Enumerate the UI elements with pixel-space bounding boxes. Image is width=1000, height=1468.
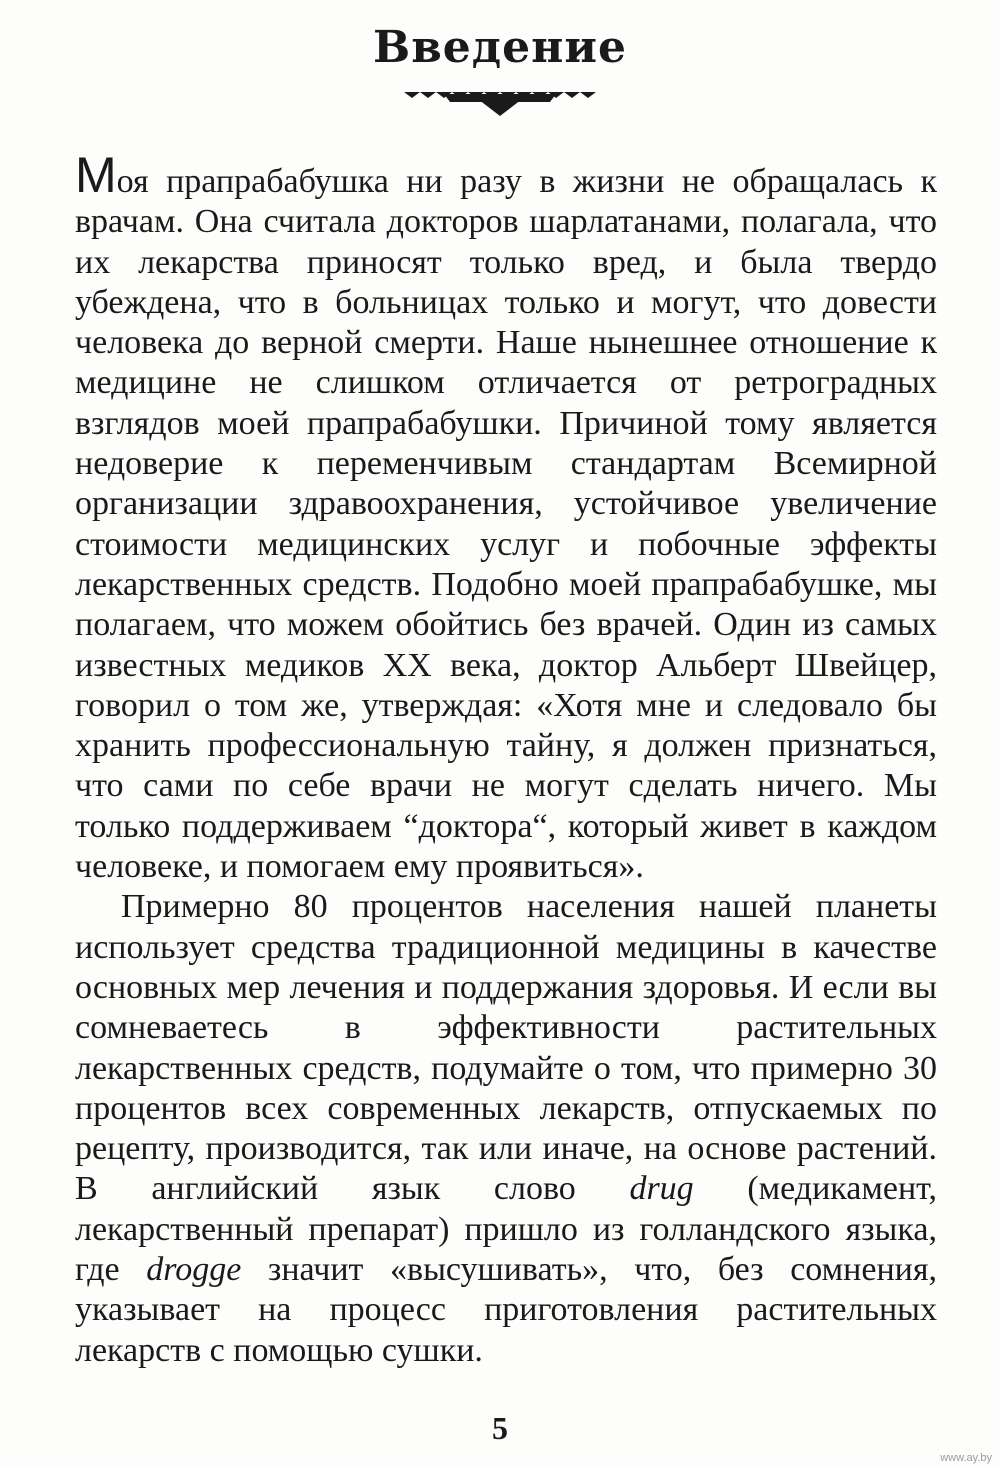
chapter-body xyxy=(75,147,937,1371)
term-drug: drug xyxy=(629,1170,694,1208)
term-drogge: drogge xyxy=(146,1251,242,1289)
paragraph-herbal-text-1: Примерно 80 процентов населения нашей планеты использует средства традиционной медицины в качестве основных мер лечения и поддержания здоровья. И если вы сомневаетесь в эффективности растительных лекарственных средств, подумайте о том, что примерно 30 процентов всех современных лекарств, отпускаемых по рецепту, производится, так или иначе, на основе растений. В английский язык слово xyxy=(75,888,937,1208)
paragraph-herbal xyxy=(75,887,937,1371)
title-ornament-icon xyxy=(404,88,596,118)
paragraph-herbal-text-3: значит «высушивать», что, без сомнения, указывает на процесс приготовления растительных лекарств с помощью сушки. xyxy=(75,1251,937,1369)
drop-cap: М xyxy=(75,147,117,203)
paragraph-herbal-text-2: (медикамент, лекарственный препарат) пришло из голландского языка, где xyxy=(75,1170,937,1289)
paragraph-intro-text: оя прапрабабушка ни разу в жизни не обращалась к врачам. Она считала докторов шарлатанами, полагала, что их лекарства приносят только вред, и была твердо убеждена, что в больницах только и могут, что довести человека до верной смерти. Наше нынешнее отношение к медицине не слишком отличается от ретроградных взглядов моей прапрабабушки. Причиной тому является недоверие к переменчивым стандартам Всемирной организации здравоохранения, устойчивое увеличение стоимости медицинских услуг и побочные эффекты лекарственных средств. Подобно моей прапрабабушке, мы полагаем, что можем обойтись без врачей. Один из самых известных медиков XX века, доктор Альберт Швейцер, говорил о том же, утверждая: «Хотя мне и следовало бы хранить профессиональную тайну, я должен признаться, что сами по себе врачи не могут сделать ничего. Мы только поддерживаем “доктора“, который живет в каждом человеке, и помогаем ему проявиться». xyxy=(75,163,937,886)
page-number: 5 xyxy=(492,1410,508,1446)
paragraph-intro xyxy=(75,147,937,887)
watermark: www.ay.by xyxy=(940,1452,992,1464)
chapter-title: Введение xyxy=(373,22,627,73)
